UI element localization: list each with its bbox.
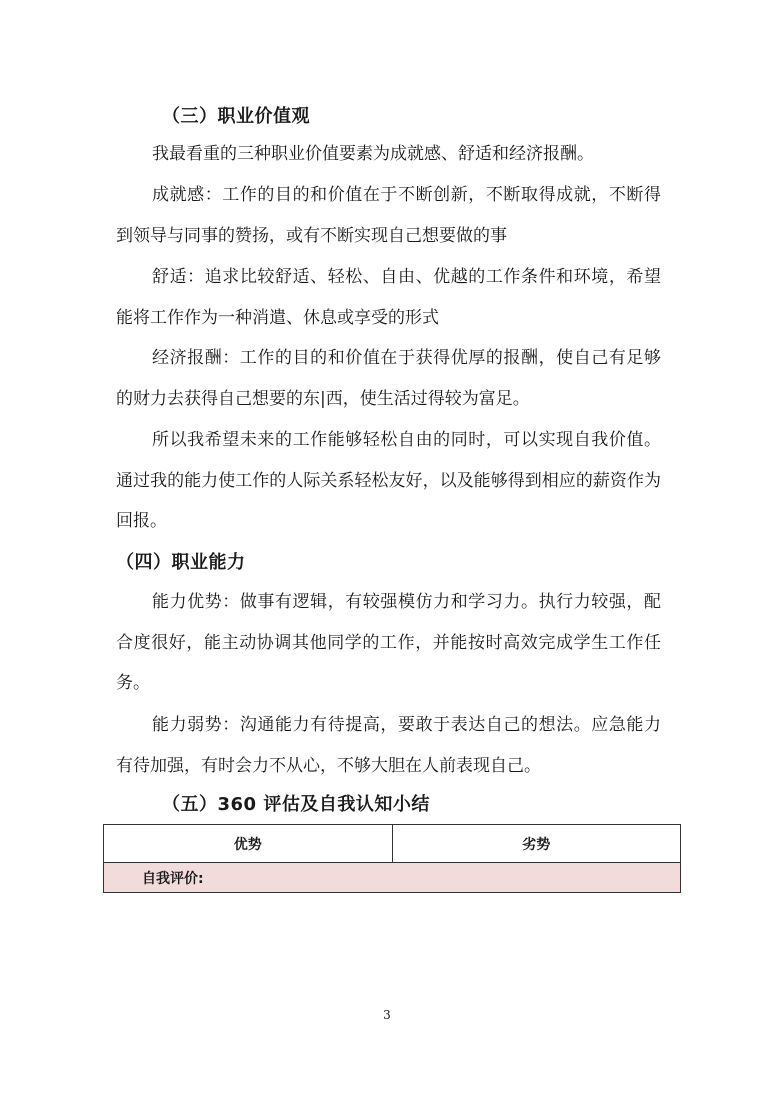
paragraph-values-summary: 所以我希望未来的工作能够轻松自由的同时，可以实现自我价值。通过我的能力使工作的人际关系轻松友好，以及能够得到相应的薪资作为回报。 — [116, 430, 661, 531]
header-cell-weakness: 劣势 — [392, 825, 681, 863]
paragraph-comfort: 舒适：追求比较舒适、轻松、自由、优越的工作条件和环境，希望能将工作作为一种消遣、休息或享受的形式 — [116, 267, 661, 328]
paragraph-values-intro: 我最看重的三种职业价值要素为成就感、舒适和经济报酬。 — [152, 144, 594, 164]
section-heading-values: （三）职业价值观 — [162, 106, 310, 127]
page-number: 3 — [383, 1008, 391, 1022]
paragraph-weaknesses: 能力弱势：沟通能力有待提高，要敢于表达自己的想法。应急能力有待加强，有时会力不从心，不够大胆在人前表现自己。 — [116, 715, 661, 776]
summary-table — [103, 824, 681, 893]
table-header-row — [104, 825, 681, 863]
section-heading-360-summary: （五）360 评估及自我认知小结 — [162, 794, 430, 815]
header-cell-strength: 优势 — [104, 825, 393, 863]
paragraph-economic-reward: 经济报酬：工作的目的和价值在于获得优厚的报酬，使自己有足够的财力去获得自己想要的东|西，使生活过得较为富足。 — [116, 348, 661, 409]
self-evaluation-label: 自我评价: — [104, 863, 681, 893]
section-heading-abilities: （四）职业能力 — [116, 552, 246, 573]
paragraph-achievement: 成就感：工作的目的和价值在于不断创新，不断取得成就，不断得到领导与同事的赞扬，或有不断实现自己想要做的事 — [116, 185, 661, 246]
paragraph-strengths: 能力优势：做事有逻辑，有较强模仿力和学习力。执行力较强，配合度很好，能主动协调其他同学的工作，并能按时高效完成学生工作任务。 — [116, 592, 661, 693]
table-row-self-evaluation — [104, 863, 681, 893]
